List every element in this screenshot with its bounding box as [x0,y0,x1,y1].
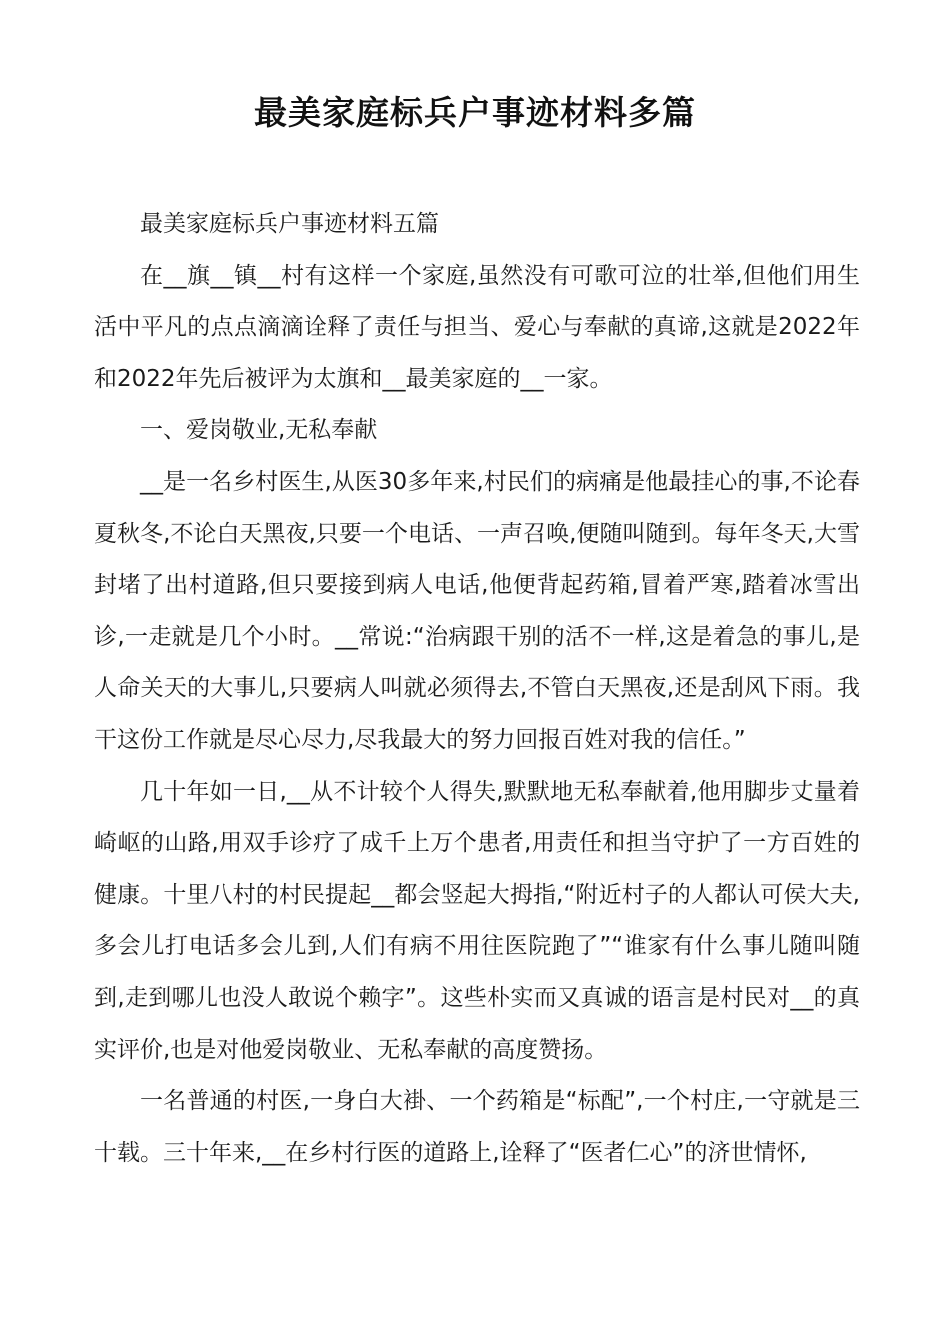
section-heading: 一、爱岗敬业,无私奉献 [140,417,378,444]
paragraph: 几十年如一日,__从不计较个人得失,默默地无私奉献着,他用脚步丈量着崎岖的山路,用双手诊疗了成千上万个患者,用责任和担当守护了一方百姓的健康。十里八村的村民提起__都会竖起大拇指,“附近村子的人都认可侯大夫,多会儿打电话多会儿到,人们有病不用往医院跑了”“谁家有什么事儿随叫随到,走到哪儿也没人敢说个赖字”。这些朴实而又真诚的语言是村民对__的真实评价,也是对他爱岗敬业、无私奉献的高度赞扬。 [94,778,860,1063]
document-body [94,199,860,1179]
paragraph: __是一名乡村医生,从医30多年来,村民们的病痛是他最挂心的事,不论春夏秋冬,不论白天黑夜,只要一个电话、一声召唤,便随叫随到。每年冬天,大雪封堵了出村道路,但只要接到病人电话,他便背起药箱,冒着严寒,踏着冰雪出诊,一走就是几个小时。__常说:“治病跟干别的活不一样,这是着急的事儿,是人命关天的大事儿,只要病人叫就必须得去,不管白天黑夜,还是刮风下雨。我干这份工作就是尽心尽力,尽我最大的努力回报百姓对我的信任。” [94,468,860,753]
paragraph-intro: 在__旗__镇__村有这样一个家庭,虽然没有可歌可泣的壮举,但他们用生活中平凡的点点滴滴诠释了责任与担当、爱心与奉献的真谛,这就是2022年和2022年先后被评为太旗和__最美家庭的__一家。 [94,262,860,392]
document-title: 最美家庭标兵户事迹材料多篇 [254,93,696,132]
paragraph: 一名普通的村医,一身白大褂、一个药箱是“标配”,一个村庄,一守就是三十载。三十年来,__在乡村行医的道路上,诠释了“医者仁心”的济世情怀, [94,1088,860,1166]
paragraph-subtitle: 最美家庭标兵户事迹材料五篇 [140,211,439,237]
